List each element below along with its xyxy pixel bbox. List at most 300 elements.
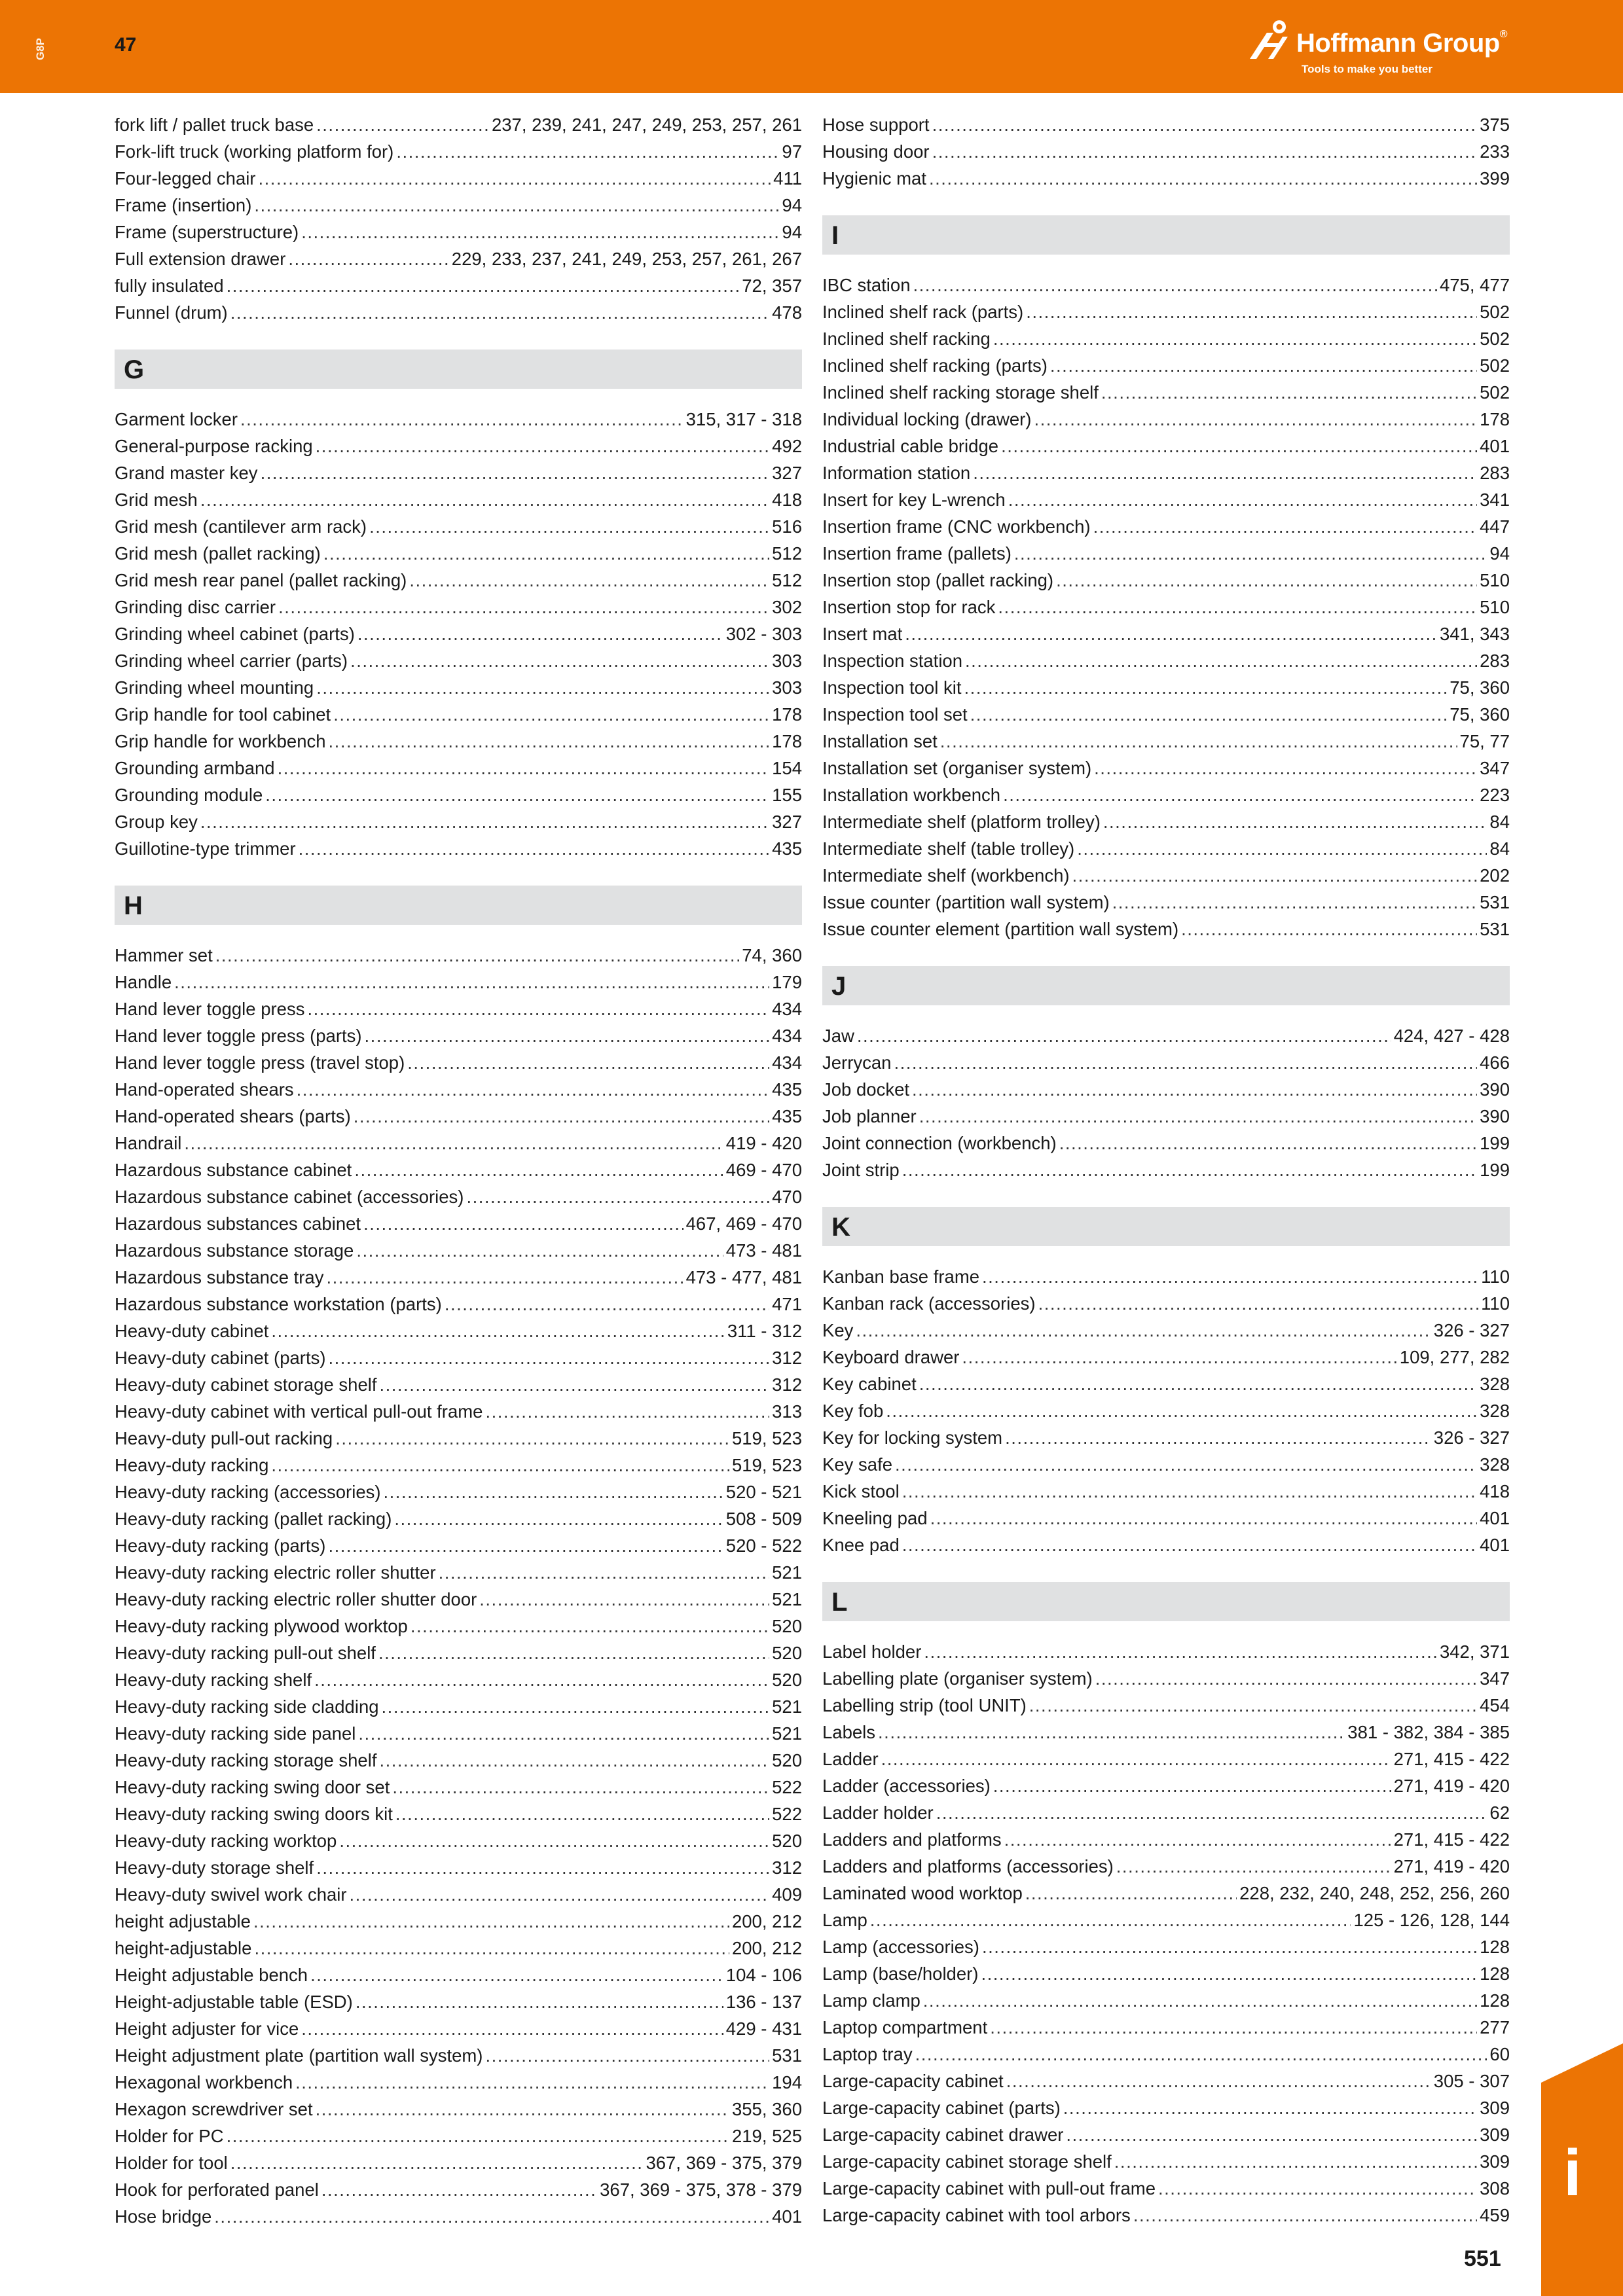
- page-refs[interactable]: 401: [1480, 1535, 1510, 1555]
- index-entry[interactable]: [822, 433, 1510, 459]
- index-entry[interactable]: [115, 486, 802, 513]
- index-entry[interactable]: [115, 1479, 802, 1505]
- index-entry[interactable]: [115, 1183, 802, 1210]
- page-refs[interactable]: 271, 415 - 422: [1393, 1829, 1510, 1850]
- index-entry[interactable]: [115, 1371, 802, 1398]
- index-entry[interactable]: [115, 406, 802, 433]
- index-entry[interactable]: [115, 728, 802, 755]
- index-entry[interactable]: [822, 1344, 1510, 1371]
- index-entry[interactable]: [115, 969, 802, 996]
- page-refs[interactable]: 328: [1480, 1374, 1510, 1394]
- page-refs[interactable]: 467, 469 - 470: [685, 1213, 802, 1234]
- index-entry[interactable]: [115, 2149, 802, 2176]
- page-refs[interactable]: 347: [1480, 758, 1510, 778]
- page-refs[interactable]: 109, 277, 282: [1399, 1347, 1510, 1367]
- index-entry[interactable]: [115, 1264, 802, 1291]
- page-refs[interactable]: 219, 525: [731, 2126, 802, 2146]
- page-refs[interactable]: 522: [772, 1804, 802, 1824]
- page-refs[interactable]: 104 - 106: [725, 1965, 802, 1985]
- index-entry[interactable]: [115, 299, 802, 326]
- page-refs[interactable]: 471: [772, 1294, 802, 1314]
- page-refs[interactable]: 94: [782, 222, 802, 242]
- page-refs[interactable]: 302 - 303: [725, 624, 802, 644]
- page-refs[interactable]: 520: [772, 1831, 802, 1851]
- index-entry[interactable]: [115, 674, 802, 701]
- index-entry[interactable]: [822, 1103, 1510, 1130]
- index-entry[interactable]: [115, 1398, 802, 1425]
- index-entry[interactable]: [115, 219, 802, 245]
- page-refs[interactable]: 229, 233, 237, 241, 249, 253, 257, 261, 267: [451, 249, 802, 269]
- page-refs[interactable]: 199: [1480, 1160, 1510, 1180]
- index-entry[interactable]: [822, 862, 1510, 889]
- page-refs[interactable]: 75, 77: [1459, 731, 1510, 751]
- index-entry[interactable]: [115, 781, 802, 808]
- page-refs[interactable]: 510: [1480, 597, 1510, 617]
- index-entry[interactable]: [822, 1397, 1510, 1424]
- page-refs[interactable]: 401: [1480, 1508, 1510, 1528]
- index-entry[interactable]: [822, 2094, 1510, 2121]
- index-entry[interactable]: [115, 1130, 802, 1157]
- page-refs[interactable]: 200, 212: [731, 1911, 802, 1931]
- index-entry[interactable]: [115, 996, 802, 1022]
- index-entry[interactable]: [822, 1505, 1510, 1532]
- index-entry[interactable]: [822, 2175, 1510, 2202]
- brand-logo[interactable]: [1244, 20, 1532, 79]
- page-refs[interactable]: 475, 477: [1439, 275, 1510, 295]
- index-entry[interactable]: [115, 433, 802, 459]
- page-refs[interactable]: 74, 360: [742, 945, 802, 965]
- index-entry[interactable]: [115, 2015, 802, 2042]
- page-refs[interactable]: 110: [1481, 1293, 1510, 1314]
- section-tab[interactable]: [1541, 2043, 1623, 2296]
- page-refs[interactable]: 401: [772, 2206, 802, 2227]
- index-entry[interactable]: [822, 459, 1510, 486]
- page-refs[interactable]: 469 - 470: [725, 1160, 802, 1180]
- index-entry[interactable]: [822, 1746, 1510, 1772]
- page-refs[interactable]: 520: [772, 1670, 802, 1690]
- index-entry[interactable]: [822, 1665, 1510, 1692]
- page-refs[interactable]: 347: [1480, 1668, 1510, 1689]
- index-entry[interactable]: [822, 486, 1510, 513]
- index-entry[interactable]: [822, 1478, 1510, 1505]
- index-entry[interactable]: [115, 1881, 802, 1908]
- dot-leader: [316, 433, 769, 459]
- page-refs[interactable]: 312: [772, 1348, 802, 1368]
- page-refs[interactable]: 283: [1480, 651, 1510, 671]
- index-entry[interactable]: [822, 567, 1510, 594]
- page-refs[interactable]: 228, 232, 240, 248, 252, 256, 260: [1239, 1883, 1510, 1903]
- page-refs[interactable]: 512: [772, 570, 802, 590]
- index-entry[interactable]: [115, 111, 802, 138]
- index-entry[interactable]: [115, 1103, 802, 1130]
- index-term: Large-capacity cabinet: [822, 2071, 1004, 2091]
- page-refs[interactable]: 309: [1480, 2125, 1510, 2145]
- page-refs[interactable]: 311 - 312: [727, 1321, 802, 1341]
- page-refs[interactable]: 84: [1489, 838, 1510, 859]
- dot-leader: [407, 1049, 769, 1076]
- page-refs[interactable]: 434: [772, 1052, 802, 1073]
- index-entry[interactable]: [822, 835, 1510, 862]
- index-entry[interactable]: [822, 1960, 1510, 1987]
- page-refs[interactable]: 94: [1489, 543, 1510, 564]
- index-entry[interactable]: [822, 272, 1510, 298]
- page-refs[interactable]: 418: [1480, 1481, 1510, 1501]
- index-entry[interactable]: [822, 2014, 1510, 2041]
- page-refs[interactable]: 459: [1480, 2205, 1510, 2225]
- index-entry[interactable]: [822, 2068, 1510, 2094]
- page-refs[interactable]: 521: [772, 1723, 802, 1744]
- page-refs[interactable]: 303: [772, 651, 802, 671]
- index-entry[interactable]: [115, 2096, 802, 2123]
- page-refs[interactable]: 125 - 126, 128, 144: [1353, 1910, 1510, 1930]
- page-refs[interactable]: 154: [772, 758, 802, 778]
- page-refs[interactable]: 315, 317 - 318: [685, 409, 802, 429]
- page-refs[interactable]: 326 - 327: [1433, 1320, 1510, 1340]
- dot-leader: [466, 1183, 769, 1210]
- page-refs[interactable]: 283: [1480, 463, 1510, 483]
- index-entry[interactable]: [115, 1640, 802, 1666]
- page-refs[interactable]: 375: [1480, 115, 1510, 135]
- page-refs[interactable]: 178: [772, 731, 802, 751]
- page-refs[interactable]: 199: [1480, 1133, 1510, 1153]
- page-refs[interactable]: 473 - 477, 481: [685, 1267, 802, 1287]
- page-refs[interactable]: 313: [772, 1401, 802, 1422]
- page-refs[interactable]: 327: [772, 463, 802, 483]
- index-entry[interactable]: [115, 192, 802, 219]
- index-entry[interactable]: [822, 111, 1510, 138]
- dot-leader: [254, 1935, 729, 1962]
- index-entry[interactable]: [115, 942, 802, 969]
- index-entry[interactable]: [115, 1157, 802, 1183]
- index-entry[interactable]: [115, 1505, 802, 1532]
- page-refs[interactable]: 326 - 327: [1433, 1427, 1510, 1448]
- page-refs[interactable]: 309: [1480, 2151, 1510, 2172]
- page-refs[interactable]: 233: [1480, 141, 1510, 162]
- page-refs[interactable]: 303: [772, 677, 802, 698]
- page-refs[interactable]: 328: [1480, 1401, 1510, 1421]
- index-entry[interactable]: [822, 889, 1510, 916]
- index-entry[interactable]: [822, 808, 1510, 835]
- page-refs[interactable]: 309: [1480, 2098, 1510, 2118]
- dot-leader: [356, 1988, 723, 2015]
- index-entry[interactable]: [115, 1908, 802, 1935]
- page-refs[interactable]: 308: [1480, 2178, 1510, 2198]
- index-entry[interactable]: [822, 916, 1510, 942]
- dot-leader: [321, 2176, 597, 2203]
- page-refs[interactable]: 516: [772, 516, 802, 537]
- index-entry[interactable]: [115, 1049, 802, 1076]
- index-entry[interactable]: [115, 1720, 802, 1747]
- index-entry[interactable]: [115, 1962, 802, 1988]
- page-refs[interactable]: 179: [772, 972, 802, 992]
- dot-leader: [485, 2042, 769, 2069]
- index-term: Keyboard drawer: [822, 1347, 960, 1367]
- page-refs[interactable]: 447: [1480, 516, 1510, 537]
- index-entry[interactable]: [822, 1451, 1510, 1478]
- index-entry[interactable]: [822, 701, 1510, 728]
- index-entry[interactable]: [115, 138, 802, 165]
- page-refs[interactable]: 341, 343: [1439, 624, 1510, 644]
- index-entry[interactable]: [822, 1880, 1510, 1907]
- page-refs[interactable]: 510: [1480, 570, 1510, 590]
- page-refs[interactable]: 84: [1489, 812, 1510, 832]
- index-entry[interactable]: [822, 138, 1510, 165]
- index-entry[interactable]: [115, 1210, 802, 1237]
- page-refs[interactable]: 75, 360: [1450, 677, 1510, 698]
- page-refs[interactable]: 341: [1480, 490, 1510, 510]
- index-entry[interactable]: [822, 1532, 1510, 1558]
- page-refs[interactable]: 512: [772, 543, 802, 564]
- page-refs[interactable]: 520: [772, 1616, 802, 1636]
- page-refs[interactable]: 435: [772, 1106, 802, 1126]
- page-refs[interactable]: 302: [772, 597, 802, 617]
- page-refs[interactable]: 502: [1480, 355, 1510, 376]
- index-entry[interactable]: [822, 1907, 1510, 1933]
- index-term: Intermediate shelf (table trolley): [822, 838, 1075, 859]
- index-entry[interactable]: [822, 165, 1510, 192]
- index-entry[interactable]: [115, 1801, 802, 1827]
- dot-leader: [1101, 379, 1477, 406]
- page-refs[interactable]: 223: [1480, 785, 1510, 805]
- page-refs[interactable]: 419 - 420: [725, 1133, 802, 1153]
- page-refs[interactable]: 531: [1480, 919, 1510, 939]
- index-entry[interactable]: [822, 1853, 1510, 1880]
- page-refs[interactable]: 435: [772, 838, 802, 859]
- index-entry[interactable]: [822, 1719, 1510, 1746]
- index-entry[interactable]: [115, 540, 802, 567]
- index-entry[interactable]: [822, 1022, 1510, 1049]
- page-refs[interactable]: 434: [772, 999, 802, 1019]
- page-refs[interactable]: 202: [1480, 865, 1510, 886]
- index-entry[interactable]: [115, 647, 802, 674]
- page-refs[interactable]: 502: [1480, 382, 1510, 403]
- index-entry[interactable]: [115, 2069, 802, 2096]
- index-entry[interactable]: [822, 1049, 1510, 1076]
- page-refs[interactable]: 62: [1489, 1803, 1510, 1823]
- index-entry[interactable]: [115, 513, 802, 540]
- page-refs[interactable]: 155: [772, 785, 802, 805]
- index-entry[interactable]: [115, 165, 802, 192]
- index-entry[interactable]: [822, 2121, 1510, 2148]
- page-refs[interactable]: 194: [772, 2072, 802, 2092]
- index-entry[interactable]: [822, 755, 1510, 781]
- index-entry[interactable]: [115, 2123, 802, 2149]
- index-entry[interactable]: [115, 701, 802, 728]
- index-entry[interactable]: [115, 594, 802, 620]
- dot-leader: [316, 674, 769, 701]
- page-refs[interactable]: 367, 369 - 375, 379: [646, 2153, 802, 2173]
- index-entry[interactable]: [115, 1425, 802, 1452]
- page-refs[interactable]: 519, 523: [731, 1428, 802, 1448]
- index-entry[interactable]: [115, 1076, 802, 1103]
- page-refs[interactable]: 520: [772, 1643, 802, 1663]
- index-entry[interactable]: [115, 1022, 802, 1049]
- index-entry[interactable]: [115, 1747, 802, 1774]
- page-refs[interactable]: 399: [1480, 168, 1510, 188]
- page-refs[interactable]: 434: [772, 1026, 802, 1046]
- index-entry[interactable]: [822, 1076, 1510, 1103]
- index-entry[interactable]: [115, 755, 802, 781]
- index-entry[interactable]: [822, 406, 1510, 433]
- index-entry[interactable]: [822, 781, 1510, 808]
- page-refs[interactable]: 401: [1480, 436, 1510, 456]
- page-refs[interactable]: 531: [772, 2045, 802, 2066]
- page-refs[interactable]: 355, 360: [731, 2099, 802, 2119]
- index-entry[interactable]: [822, 1987, 1510, 2014]
- index-entry[interactable]: [822, 594, 1510, 620]
- index-entry[interactable]: [822, 352, 1510, 379]
- index-entry[interactable]: [822, 1371, 1510, 1397]
- page-refs[interactable]: 312: [772, 1374, 802, 1395]
- index-entry[interactable]: [115, 1452, 802, 1479]
- page-refs[interactable]: 136 - 137: [725, 1992, 802, 2012]
- page-refs[interactable]: 470: [772, 1187, 802, 1207]
- page-refs[interactable]: 60: [1489, 2044, 1510, 2064]
- page-refs[interactable]: 521: [772, 1696, 802, 1717]
- index-entry[interactable]: [822, 1772, 1510, 1799]
- index-entry[interactable]: [822, 1130, 1510, 1157]
- page-refs[interactable]: 520: [772, 1750, 802, 1770]
- page-refs[interactable]: 418: [772, 490, 802, 510]
- dot-leader: [316, 1854, 769, 1881]
- index-entry[interactable]: [822, 728, 1510, 755]
- page-refs[interactable]: 271, 419 - 420: [1393, 1776, 1510, 1796]
- page-refs[interactable]: 327: [772, 812, 802, 832]
- index-entry[interactable]: [822, 647, 1510, 674]
- page-refs[interactable]: 390: [1480, 1106, 1510, 1126]
- page-refs[interactable]: 381 - 382, 384 - 385: [1347, 1722, 1510, 1742]
- index-entry[interactable]: [822, 1317, 1510, 1344]
- page-refs[interactable]: 237, 239, 241, 247, 249, 253, 257, 261: [491, 115, 802, 135]
- index-entry[interactable]: [115, 2042, 802, 2069]
- index-entry[interactable]: [115, 1291, 802, 1318]
- index-entry[interactable]: [115, 1854, 802, 1881]
- dot-leader: [316, 2096, 729, 2123]
- index-entry[interactable]: [822, 2148, 1510, 2175]
- page-refs[interactable]: 411: [773, 168, 802, 188]
- index-entry[interactable]: [115, 245, 802, 272]
- page-refs[interactable]: 424, 427 - 428: [1393, 1026, 1510, 1046]
- page-refs[interactable]: 312: [772, 1857, 802, 1878]
- index-entry[interactable]: [115, 1988, 802, 2015]
- page-refs[interactable]: 466: [1480, 1052, 1510, 1073]
- page-refs[interactable]: 178: [1480, 409, 1510, 429]
- page-refs[interactable]: 521: [772, 1562, 802, 1583]
- index-term: Lamp clamp: [822, 1990, 921, 2011]
- page-refs[interactable]: 521: [772, 1589, 802, 1609]
- page-refs[interactable]: 305 - 307: [1433, 2071, 1510, 2091]
- index-entry[interactable]: [115, 1774, 802, 1801]
- index-entry[interactable]: [115, 1344, 802, 1371]
- page-refs[interactable]: 478: [772, 302, 802, 323]
- page-refs[interactable]: 97: [782, 141, 802, 162]
- page-refs[interactable]: 519, 523: [731, 1455, 802, 1475]
- page-refs[interactable]: 522: [772, 1777, 802, 1797]
- page-refs[interactable]: 328: [1480, 1454, 1510, 1475]
- page-refs[interactable]: 520 - 522: [725, 1535, 802, 1556]
- index-entry[interactable]: [822, 1157, 1510, 1183]
- page-refs[interactable]: 128: [1480, 1990, 1510, 2011]
- index-entry[interactable]: [822, 1799, 1510, 1826]
- page-refs[interactable]: 502: [1480, 302, 1510, 322]
- page-refs[interactable]: 520 - 521: [725, 1482, 802, 1502]
- page-refs[interactable]: 502: [1480, 329, 1510, 349]
- index-entry[interactable]: [115, 1935, 802, 1962]
- page-refs[interactable]: 94: [782, 195, 802, 215]
- page-refs[interactable]: 508 - 509: [725, 1509, 802, 1529]
- index-entry[interactable]: [822, 298, 1510, 325]
- index-entry[interactable]: [115, 1586, 802, 1613]
- page-refs[interactable]: 342, 371: [1439, 1641, 1510, 1662]
- index-entry[interactable]: [822, 2041, 1510, 2068]
- page-refs[interactable]: 367, 369 - 375, 378 - 379: [600, 2179, 802, 2200]
- index-entry[interactable]: [115, 620, 802, 647]
- index-entry[interactable]: [115, 2176, 802, 2203]
- index-entry[interactable]: [822, 674, 1510, 701]
- index-entry[interactable]: [115, 1613, 802, 1640]
- page-refs[interactable]: 72, 357: [742, 276, 802, 296]
- index-entry[interactable]: [115, 835, 802, 862]
- index-entry[interactable]: [822, 540, 1510, 567]
- page-refs[interactable]: 271, 415 - 422: [1393, 1749, 1510, 1769]
- index-entry[interactable]: [115, 1237, 802, 1264]
- index-entry[interactable]: [115, 1693, 802, 1720]
- index-entry[interactable]: [822, 2202, 1510, 2229]
- index-entry[interactable]: [115, 1532, 802, 1559]
- page-refs[interactable]: 277: [1480, 2017, 1510, 2037]
- index-entry[interactable]: [822, 1933, 1510, 1960]
- page-refs[interactable]: 492: [772, 436, 802, 456]
- index-entry[interactable]: [115, 567, 802, 594]
- page-refs[interactable]: 200, 212: [731, 1938, 802, 1958]
- page-refs[interactable]: 75, 360: [1450, 704, 1510, 725]
- index-entry[interactable]: [822, 513, 1510, 540]
- index-entry[interactable]: [822, 1638, 1510, 1665]
- page-refs[interactable]: 531: [1480, 892, 1510, 912]
- page-refs[interactable]: 110: [1481, 1266, 1510, 1287]
- index-entry[interactable]: [115, 1318, 802, 1344]
- index-entry[interactable]: [822, 379, 1510, 406]
- index-entry[interactable]: [822, 1826, 1510, 1853]
- index-entry[interactable]: [822, 620, 1510, 647]
- index-term: Heavy-duty cabinet storage shelf: [115, 1374, 377, 1395]
- page-refs[interactable]: 454: [1480, 1695, 1510, 1715]
- page-refs[interactable]: 178: [772, 704, 802, 725]
- page-refs[interactable]: 128: [1480, 1964, 1510, 1984]
- page-refs[interactable]: 409: [772, 1884, 802, 1905]
- index-entry[interactable]: [822, 1263, 1510, 1290]
- index-entry[interactable]: [822, 1692, 1510, 1719]
- index-entry[interactable]: [822, 1424, 1510, 1451]
- page-refs[interactable]: 435: [772, 1079, 802, 1100]
- index-entry[interactable]: [115, 459, 802, 486]
- index-entry[interactable]: [115, 1666, 802, 1693]
- index-term: Hexagonal workbench: [115, 2072, 293, 2092]
- index-entry[interactable]: [115, 2203, 802, 2230]
- page-refs[interactable]: 271, 419 - 420: [1393, 1856, 1510, 1876]
- index-entry[interactable]: [822, 325, 1510, 352]
- index-entry[interactable]: [822, 1290, 1510, 1317]
- index-entry[interactable]: [115, 808, 802, 835]
- index-entry[interactable]: [115, 1827, 802, 1854]
- index-entry[interactable]: [115, 1559, 802, 1586]
- page-refs[interactable]: 429 - 431: [725, 2018, 802, 2039]
- section-spacer: [115, 389, 802, 406]
- page-refs[interactable]: 128: [1480, 1937, 1510, 1957]
- page-refs[interactable]: 473 - 481: [725, 1240, 802, 1261]
- index-entry[interactable]: [115, 272, 802, 299]
- page-refs[interactable]: 390: [1480, 1079, 1510, 1100]
